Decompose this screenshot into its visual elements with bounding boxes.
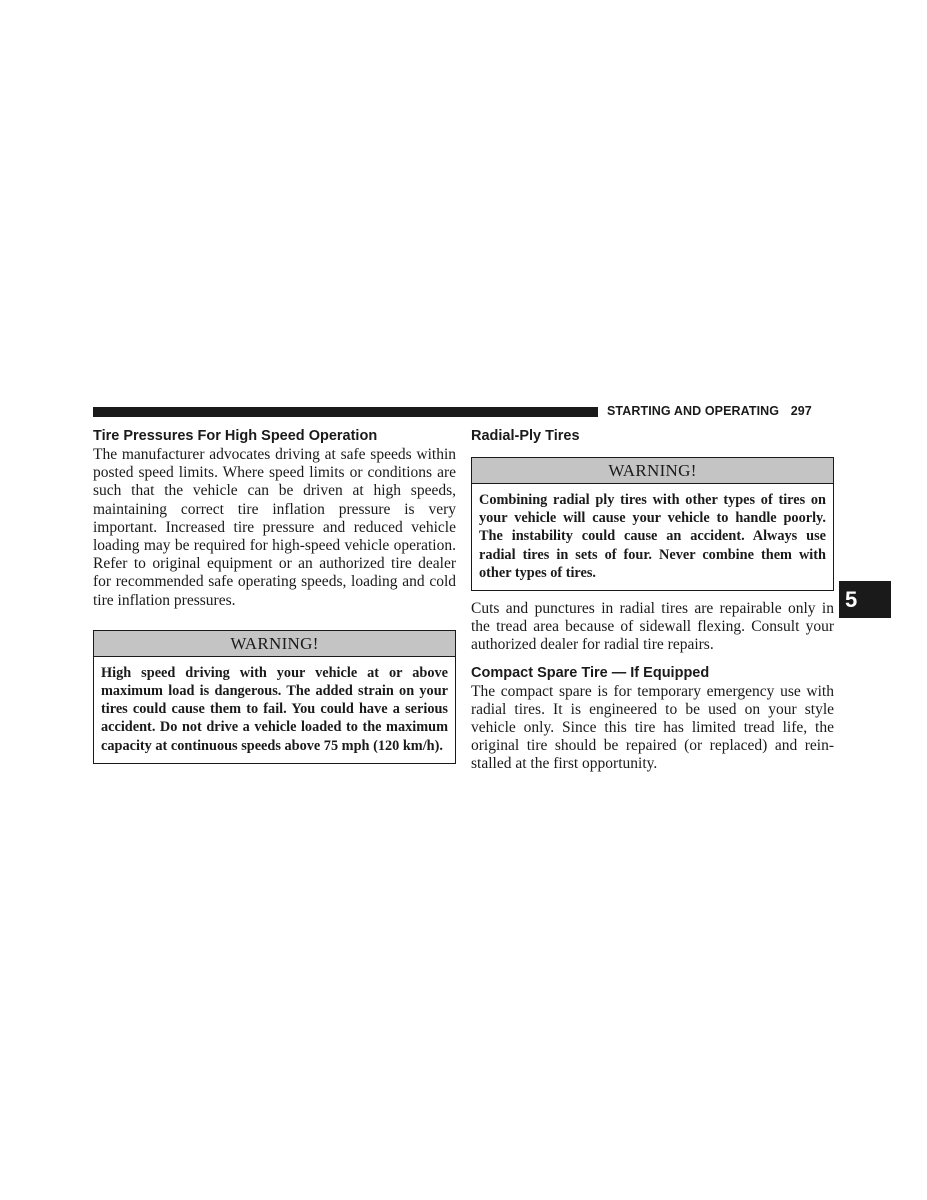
warning-text-radial: Combining radial ply tires with other types of tires on your vehicle will cause your vehicle to handle poorly. The instability could cause an accident. Always use radial tires in sets of four. Never combine them with other types of tires.: [479, 492, 826, 581]
warning-text-high-speed: High speed driving with your vehicle at or above maximum load is dangerous. The added strain on your tires could cause them to fail. You could have a serious accident. Do not drive a vehicle loaded to the maximum capacity at continuous speeds above 75 mph (120 km/h).: [101, 664, 448, 754]
chapter-tab: 5: [839, 581, 891, 618]
warning-box-radial: [471, 457, 834, 591]
warning-title: WARNING!: [472, 458, 833, 484]
header-rule: [93, 407, 598, 417]
left-column: [93, 426, 456, 764]
right-column: [471, 426, 834, 774]
heading-high-speed: Tire Pressures For High Speed Operation: [93, 428, 378, 444]
warning-title: WARNING!: [94, 631, 455, 657]
section-title: STARTING AND OPERATING: [607, 404, 780, 418]
running-header: [607, 404, 837, 418]
paragraph-compact-spare: The compact spare is for temporary emergency use with radial tires. It is engineered to be used on your style vehicle only. Since this tire has limited tread life, the original tire should be repaired (or replaced) and reinstalled at the first opportunity.: [471, 682, 834, 773]
paragraph-high-speed: The manufacturer advocates driving at safe speeds within posted speed limits. Where speed limits or conditions are such that the vehicle can be driven at high speeds, maintaining correct tire inflation pressure is very important. Increased tire pressure and reduced vehicle loading may be required for high-speed vehicle operation. Refer to original equipment or an authorized tire dealer for recommended safe operating speeds, loading and cold tire inflation pressures.: [93, 446, 456, 609]
warning-box-high-speed: [93, 630, 456, 764]
heading-radial-ply: Radial-Ply Tires: [471, 428, 580, 444]
paragraph-radial: Cuts and punctures in radial tires are repairable only in the tread area because of sidewall flexing. Consult your authorized dealer for radial tire repairs.: [471, 600, 834, 654]
page-number: 297: [790, 404, 812, 418]
heading-compact-spare: Compact Spare Tire — If Equipped: [471, 664, 710, 681]
